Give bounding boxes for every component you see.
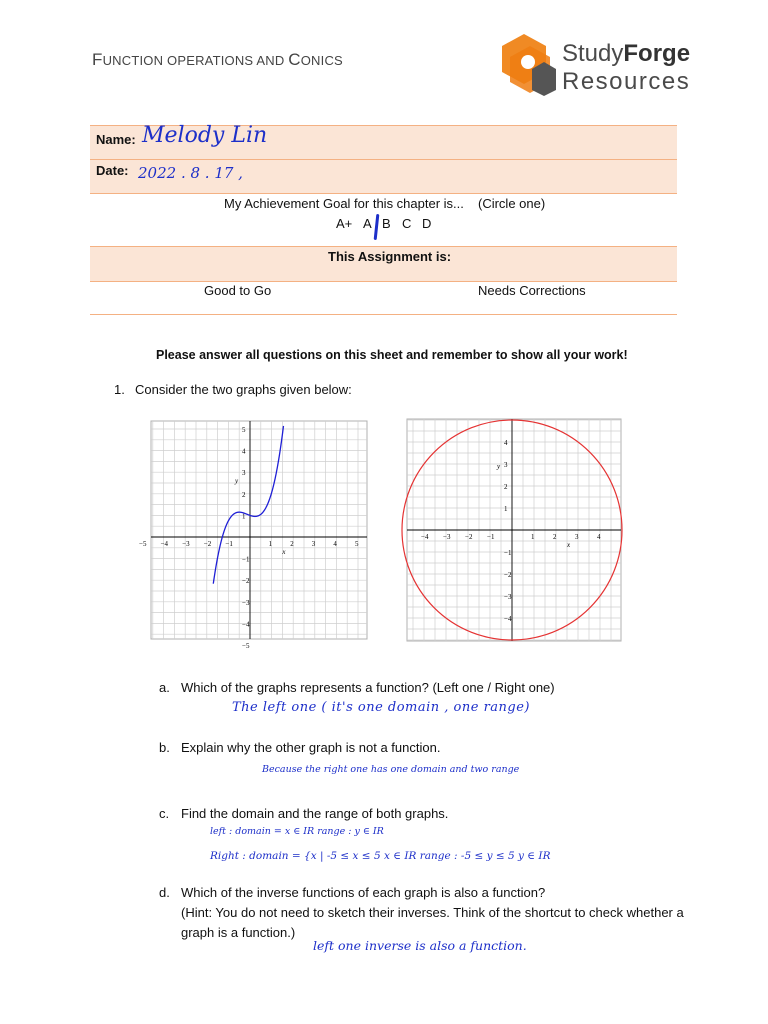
x-tick-label: 1: [531, 533, 535, 541]
brand-name: StudyForge: [562, 40, 691, 67]
part-c-letter: c.: [159, 806, 170, 821]
y-tick-label: −1: [504, 549, 512, 557]
y-tick-label: 1: [504, 505, 508, 513]
worksheet-title: FUNCTION OPERATIONS AND CONICS: [92, 50, 343, 69]
x-tick-label: −5: [139, 540, 147, 548]
y-tick-label: 2: [504, 483, 508, 491]
y-tick-label: 3: [504, 461, 508, 469]
left-graph-x-label: x: [282, 548, 286, 556]
right-graph: [400, 415, 626, 645]
y-tick-label: −3: [504, 593, 512, 601]
left-graph: [139, 415, 378, 650]
part-d-letter: d.: [159, 885, 170, 900]
assignment-label: This Assignment is:: [328, 249, 452, 264]
x-tick-label: −2: [203, 540, 212, 548]
y-tick-label: −5: [242, 642, 250, 650]
part-d-hint-cont: graph is a function.): [181, 925, 296, 940]
x-tick-label: 2: [290, 540, 294, 548]
right-graph-x-label: x: [567, 541, 571, 549]
y-tick-label: −2: [242, 577, 250, 586]
left-graph-frame: [151, 421, 367, 639]
y-tick-label: 3: [242, 469, 246, 478]
grade-a: A: [363, 216, 372, 231]
name-value: Melody Lin: [142, 123, 268, 148]
x-tick-label: −1: [225, 540, 233, 548]
part-a-letter: a.: [159, 680, 170, 695]
y-tick-label: −4: [504, 615, 512, 623]
x-tick-label: −4: [421, 533, 429, 541]
status-row: [90, 282, 677, 315]
x-tick-label: 1: [268, 540, 273, 548]
y-tick-label: 2: [242, 490, 246, 499]
x-tick-label: 4: [597, 533, 601, 541]
y-tick-label: 4: [242, 447, 246, 456]
part-c-answer-left: left : domain = x ∈ IR range : y ∈ IR: [210, 826, 384, 837]
date-label: Date:: [96, 163, 129, 178]
x-tick-label: 3: [575, 533, 579, 541]
x-tick-label: −3: [443, 533, 451, 541]
y-tick-label: −2: [504, 571, 512, 579]
part-a-answer: The left one ( it's one domain , one range): [232, 700, 531, 715]
x-tick-label: −1: [487, 533, 495, 541]
part-b-letter: b.: [159, 740, 170, 755]
assignment-row: [90, 247, 677, 282]
question-prompt: Consider the two graphs given below:: [135, 382, 352, 397]
part-d-answer: left one inverse is also a function.: [313, 938, 527, 953]
part-c-answer-right: Right : domain = {x | -5 ≤ x ≤ 5 x ∈ IR range : -5 ≤ y ≤ 5 y ∈ IR: [210, 850, 551, 862]
x-tick-label: 5: [355, 540, 359, 548]
part-a-text: Which of the graphs represents a function? (Left one / Right one): [181, 680, 555, 695]
y-tick-label: 1: [242, 512, 246, 521]
x-tick-label: 3: [311, 540, 316, 548]
x-tick-label: −3: [182, 540, 190, 548]
date-value: 2022 . 8 . 17 ,: [138, 164, 243, 182]
left-graph-y-label: y: [235, 477, 239, 485]
grade-selection-mark: [374, 214, 380, 240]
part-d-hint: (Hint: You do not need to sketch their inverses. Think of the shortcut to check whether a: [181, 905, 684, 920]
grade-c: C: [402, 216, 412, 231]
name-row: [90, 125, 677, 160]
part-b-answer: Because the right one has one domain and two range: [262, 764, 520, 775]
x-tick-label: −2: [465, 533, 473, 541]
status-needs: Needs Corrections: [478, 283, 586, 298]
studyforge-logo: [500, 32, 690, 102]
part-c-text: Find the domain and the range of both graphs.: [181, 806, 449, 821]
grade-d: D: [422, 216, 432, 231]
x-tick-label: 4: [333, 540, 337, 548]
goal-text: My Achievement Goal for this chapter is...: [224, 196, 464, 211]
goal-hint: (Circle one): [478, 196, 546, 211]
grade-aplus: A+: [336, 216, 353, 231]
instructions: Please answer all questions on this sheet and remember to show all your work!: [156, 348, 628, 362]
y-tick-label: −3: [242, 598, 250, 607]
goal-row: [90, 194, 677, 247]
grade-b: B: [382, 216, 391, 231]
right-graph-y-label: y: [497, 462, 501, 471]
date-row: [90, 160, 677, 194]
y-tick-label: 4: [504, 439, 508, 447]
part-d-text: Which of the inverse functions of each graph is also a function?: [181, 885, 546, 900]
hexagon-logo-icon: [500, 32, 560, 96]
y-tick-label: 5: [242, 426, 246, 434]
name-label: Name:: [96, 132, 136, 147]
brand-subtitle: Resources: [562, 68, 691, 95]
y-tick-label: −1: [242, 555, 250, 564]
x-tick-label: 2: [553, 533, 557, 541]
status-good: Good to Go: [204, 283, 272, 298]
question-number: 1.: [114, 382, 125, 397]
x-tick-label: −4: [160, 540, 169, 548]
y-tick-label: −4: [242, 620, 250, 629]
part-b-text: Explain why the other graph is not a function.: [181, 740, 441, 755]
